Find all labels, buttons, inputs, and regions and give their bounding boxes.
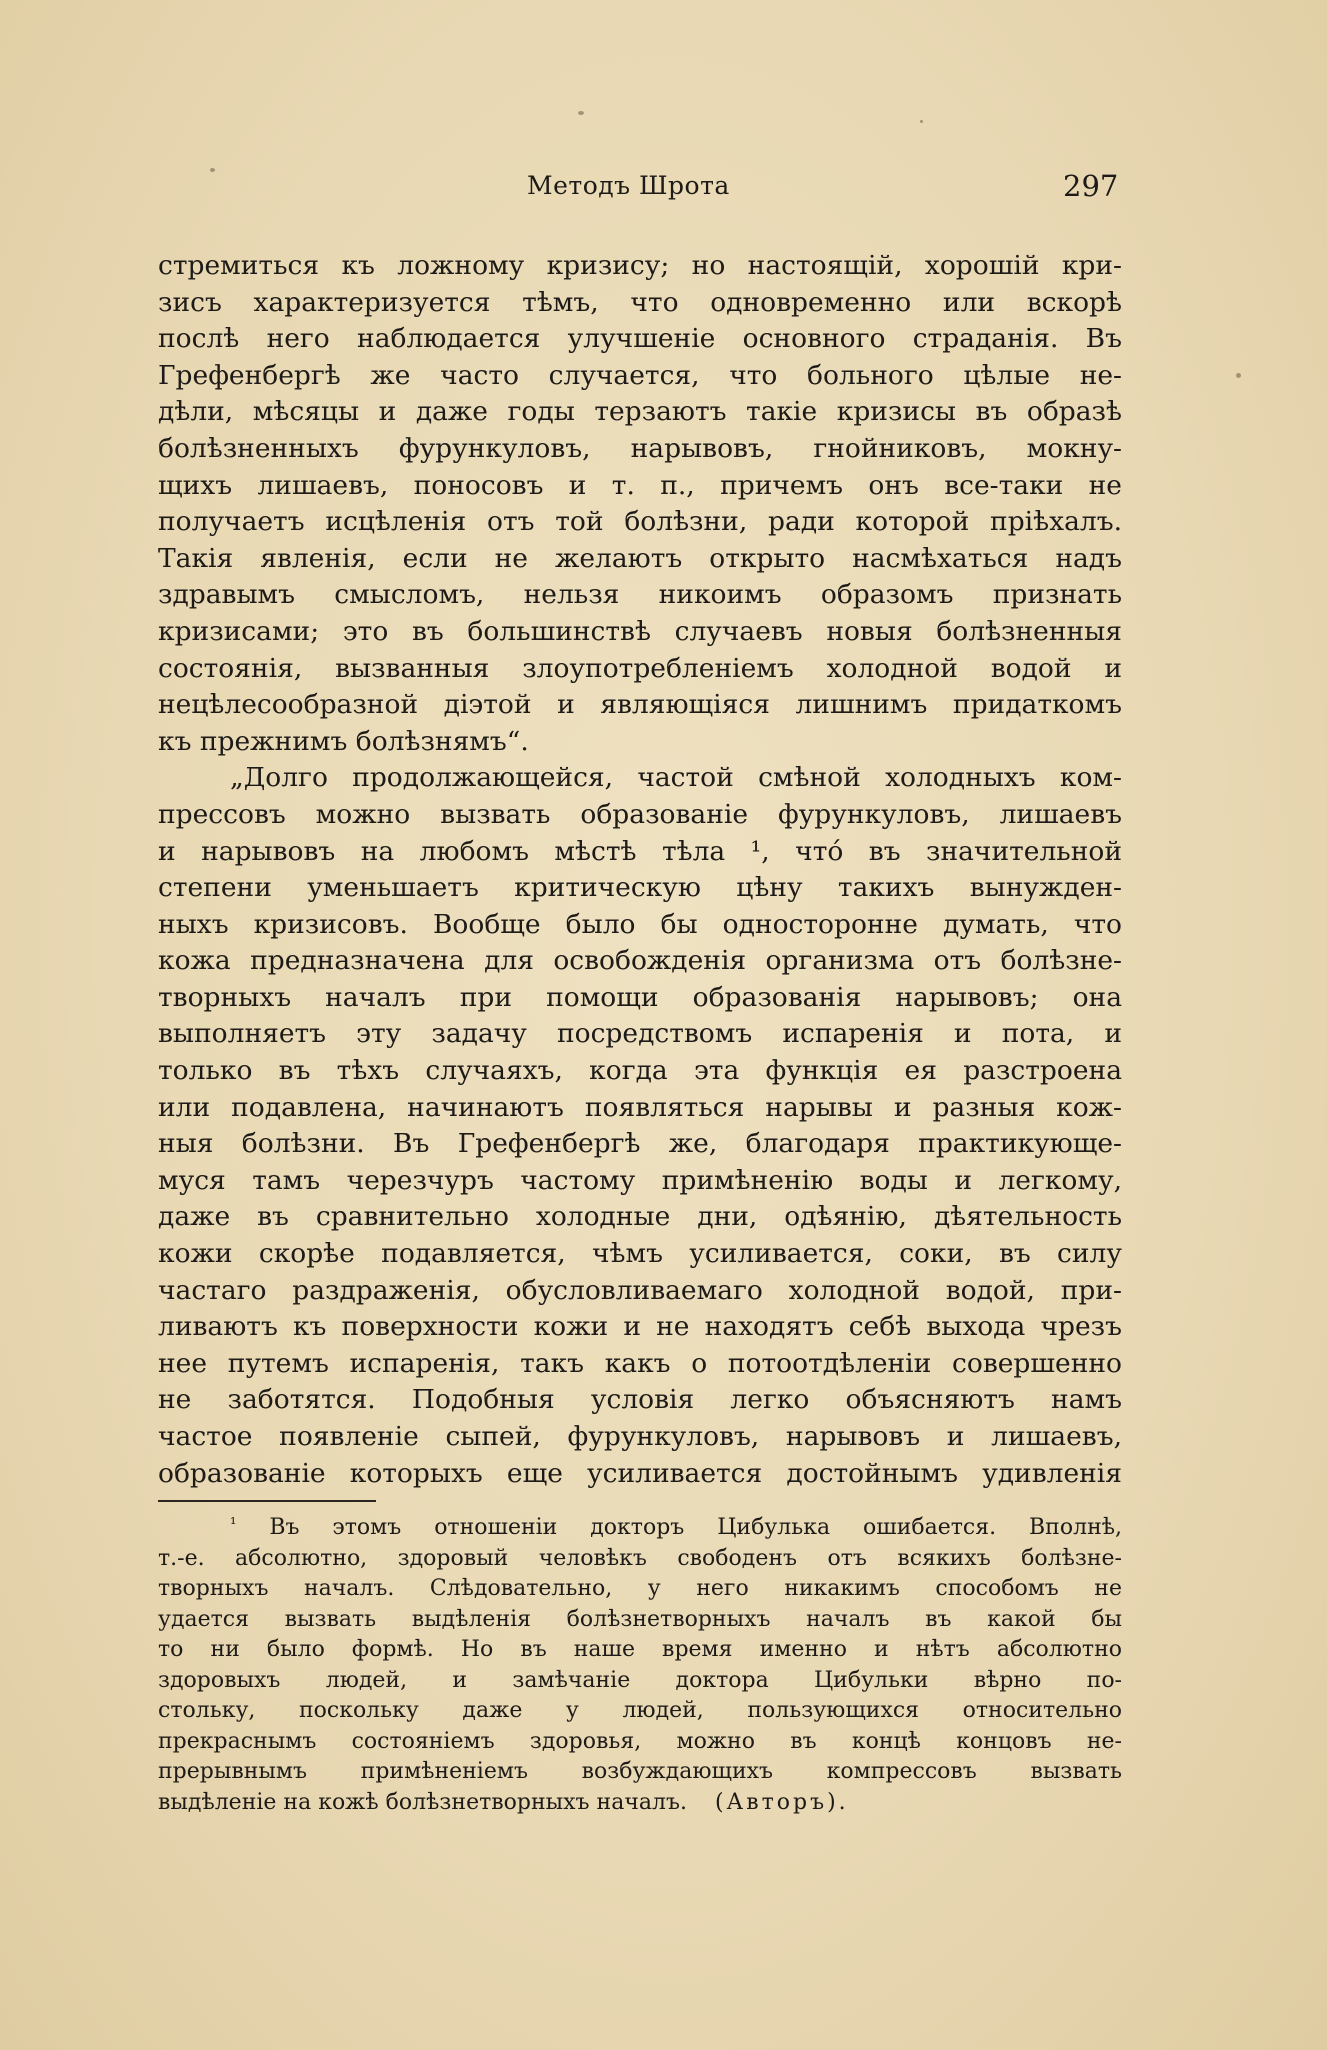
footnote-line: то ни было формѣ. Но въ наше время именно и нѣтъ абсолютно (158, 1637, 1122, 1662)
text-line: ныхъ кризисовъ. Вообще было бы односторонне думать, что (158, 908, 1122, 940)
text-line: получаетъ исцѣленія отъ той болѣзни, ради которой пріѣхалъ. (158, 506, 1122, 538)
footnote-author: (Авторъ). (714, 1789, 849, 1815)
text-line: или подавлена, начинаютъ появляться нарывы и разныя кож- (158, 1091, 1122, 1123)
paper-speck (578, 111, 584, 115)
text-line: частое появленіе сыпей, фурункуловъ, нарывовъ и лишаевъ, (158, 1421, 1122, 1452)
text-line: кожа предназначена для освобожденія организма отъ болѣзне- (158, 945, 1122, 977)
running-title: Методъ Шрота (527, 171, 730, 200)
footnote-marker: ¹ (230, 1514, 237, 1533)
text-line: только въ тѣхъ случаяхъ, когда эта функція ея разстроена (158, 1055, 1122, 1087)
text-line: не заботятся. Подобныя условія легко объясняютъ намъ (158, 1384, 1122, 1416)
text-line: частаго раздраженія, обусловливаемаго холодной водой, при- (158, 1274, 1122, 1306)
text-line: образованіе которыхъ еще усиливается достойнымъ удивленія (158, 1457, 1122, 1489)
text-line: творныхъ началъ при помощи образованія нарывовъ; она (158, 981, 1122, 1013)
footnote-line: т.-е. абсолютно, здоровый человѣкъ свободенъ отъ всякихъ болѣзне- (158, 1545, 1122, 1571)
footnote (158, 1513, 1122, 1818)
text-line: кризисами; это въ большинствѣ случаевъ новыя болѣзненныя (158, 615, 1122, 647)
text-line: послѣ него наблюдается улучшеніе основного страданія. Въ (158, 323, 1122, 355)
text-line: нецѣлесообразной діэтой и являющіяся лишнимъ придаткомъ (158, 689, 1122, 721)
footnote-line: стольку, поскольку даже у людей, пользующихся относительно (158, 1698, 1122, 1723)
text-line: муся тамъ черезчуръ частому примѣненію воды и легкому, (158, 1164, 1122, 1196)
footnote-line-text: Въ этомъ отношеніи докторъ Цибулька ошибается. Вполнѣ, (269, 1515, 1122, 1540)
text-line: прессовъ можно вызвать образованіе фурункуловъ, лишаевъ (158, 798, 1122, 830)
text-line: зисъ характеризуется тѣмъ, что одновременно или вскорѣ (158, 286, 1122, 318)
footnote-divider (158, 1500, 376, 1502)
text-line: стремиться къ ложному кризису; но настоящій, хорошій кри- (158, 250, 1122, 281)
page-number: 297 (1063, 169, 1119, 203)
text-line: даже въ сравнительно холодные дни, одѣянію, дѣятельность (158, 1201, 1122, 1233)
text-line: здравымъ смысломъ, нельзя никоимъ образомъ признать (158, 579, 1122, 611)
text-line: ливаютъ къ поверхности кожи и не находятъ себѣ выхода чрезъ (158, 1311, 1122, 1343)
text-line: состоянія, вызванныя злоупотребленіемъ холодной водой и (158, 652, 1122, 684)
footnote-line: прерывнымъ примѣненіемъ возбуждающихъ компрессовъ вызвать (158, 1759, 1122, 1784)
paper-speck (920, 120, 923, 123)
footnote-line: здоровыхъ людей, и замѣчаніе доктора Цибульки вѣрно по- (158, 1667, 1122, 1693)
text-line: дѣли, мѣсяцы и даже годы терзаютъ такіе кризисы въ образѣ (158, 396, 1122, 428)
text-line: и нарывовъ на любомъ мѣстѣ тѣла ¹, чтó въ значительной (158, 835, 1122, 867)
text-line: Такія явленія, если не желаютъ открыто насмѣхаться надъ (158, 542, 1122, 574)
footnote-line (158, 1788, 1122, 1819)
paper-speck (210, 168, 215, 172)
footnote-line-text: выдѣленіе на кожѣ болѣзнетворныхъ началъ. (158, 1789, 687, 1815)
paper-speck (1236, 373, 1241, 378)
text-line: болѣзненныхъ фурункуловъ, нарывовъ, гнойниковъ, мокну- (158, 432, 1122, 464)
running-head (0, 171, 1327, 211)
text-line: Грефенбергѣ же часто случается, что больного цѣлые не- (158, 359, 1122, 391)
footnote-line: удается вызвать выдѣленія болѣзнетворныхъ началъ въ какой бы (158, 1606, 1122, 1632)
text-line: щихъ лишаевъ, поносовъ и т. п., причемъ онъ все-таки не (158, 469, 1122, 501)
footnote-line (158, 1513, 1122, 1544)
text-line: „Долго продолжающейся, частой смѣной холодныхъ ком- (230, 762, 1122, 794)
main-text (158, 248, 1122, 1492)
text-line: къ прежнимъ болѣзнямъ“. (158, 725, 529, 757)
footnote-line: прекраснымъ состояніемъ здоровья, можно въ концѣ концовъ не- (158, 1728, 1122, 1754)
text-line: степени уменьшаетъ критическую цѣну такихъ вынужден- (158, 872, 1122, 904)
text-line: выполняетъ эту задачу посредствомъ испаренія и пота, и (158, 1018, 1122, 1050)
footnote-line: творныхъ началъ. Слѣдовательно, у него никакимъ способомъ не (158, 1576, 1122, 1601)
text-line: нее путемъ испаренія, такъ какъ о потоотдѣленіи совершенно (158, 1347, 1122, 1379)
text-line: кожи скорѣе подавляется, чѣмъ усиливается, соки, въ силу (158, 1238, 1122, 1270)
text-line: ныя болѣзни. Въ Грефенбергѣ же, благодаря практикующе- (158, 1128, 1122, 1160)
